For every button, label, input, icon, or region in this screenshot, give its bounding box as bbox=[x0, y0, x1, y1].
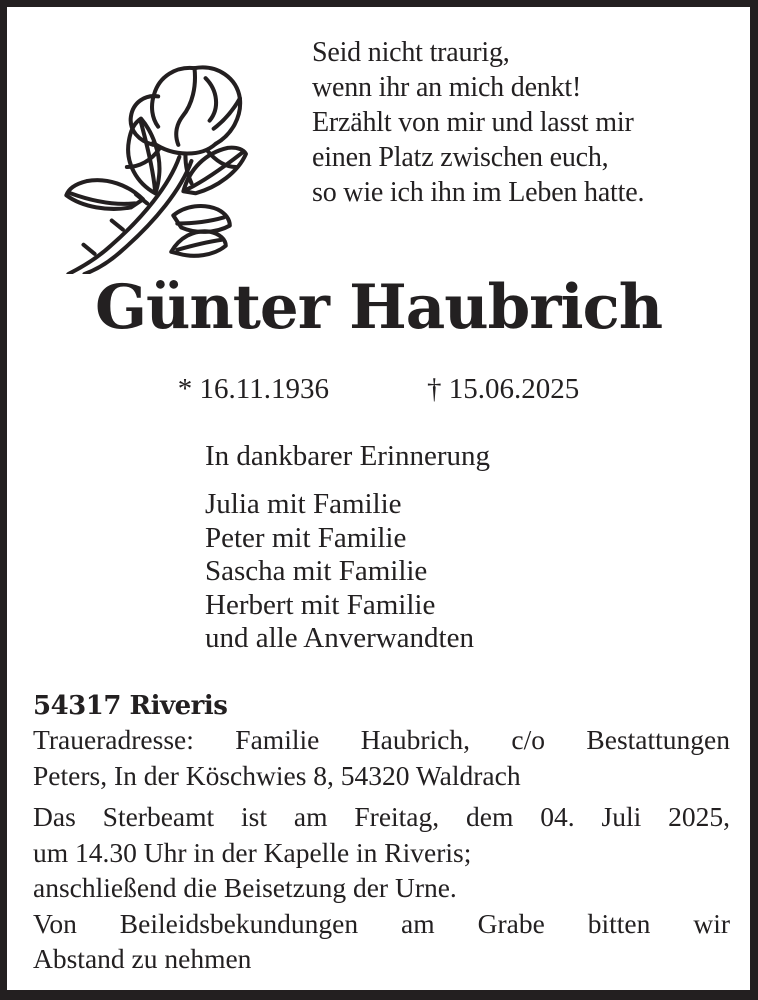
address-line: Peters, In der Köschwies 8, 54320 Waldrach bbox=[33, 759, 521, 791]
mourner-name: Sascha mit Familie bbox=[205, 555, 428, 587]
poem-line: Erzählt von mir und lasst mir bbox=[312, 107, 634, 138]
city-line: 54317 Riveris bbox=[33, 691, 228, 721]
mourners-list bbox=[205, 488, 474, 656]
service-line: Das Sterbeamt ist am Freitag, dem 04. Juli 2025, bbox=[33, 801, 730, 832]
mourner-name: Julia mit Familie bbox=[205, 488, 402, 520]
life-dates bbox=[7, 372, 750, 407]
memorial-poem bbox=[312, 35, 644, 210]
mourner-name: Peter mit Familie bbox=[205, 521, 407, 554]
service-line: anschließend die Beisetzung der Urne. bbox=[33, 872, 457, 903]
address-line: Traueradresse: Familie Haubrich, c/o Bestattungen bbox=[33, 724, 730, 755]
poem-line: so wie ich ihn im Leben hatte. bbox=[312, 177, 645, 208]
rose-icon bbox=[30, 52, 252, 274]
death-date: † 15.06.2025 bbox=[426, 373, 580, 405]
mourning-address bbox=[33, 722, 730, 793]
remembrance-text: In dankbarer Erinnerung bbox=[205, 440, 491, 472]
mourner-name: Herbert mit Familie bbox=[205, 588, 436, 621]
birth-date: * 16.11.1936 bbox=[177, 373, 329, 405]
poem-line: Seid nicht traurig, bbox=[312, 37, 510, 68]
poem-line: einen Platz zwischen euch, bbox=[312, 142, 609, 173]
deceased-name: Günter Haubrich bbox=[94, 272, 663, 343]
condolence-line: Abstand zu nehmen bbox=[33, 943, 252, 974]
poem-line: wenn ihr an mich denkt! bbox=[312, 72, 582, 103]
mourner-name: und alle Anverwandten bbox=[205, 622, 474, 654]
service-line: um 14.30 Uhr in der Kapelle in Riveris; bbox=[33, 836, 472, 868]
funeral-details bbox=[33, 690, 730, 977]
condolence-line: Von Beileidsbekundungen am Grabe bitten wir bbox=[33, 907, 730, 939]
service-info bbox=[33, 799, 730, 977]
